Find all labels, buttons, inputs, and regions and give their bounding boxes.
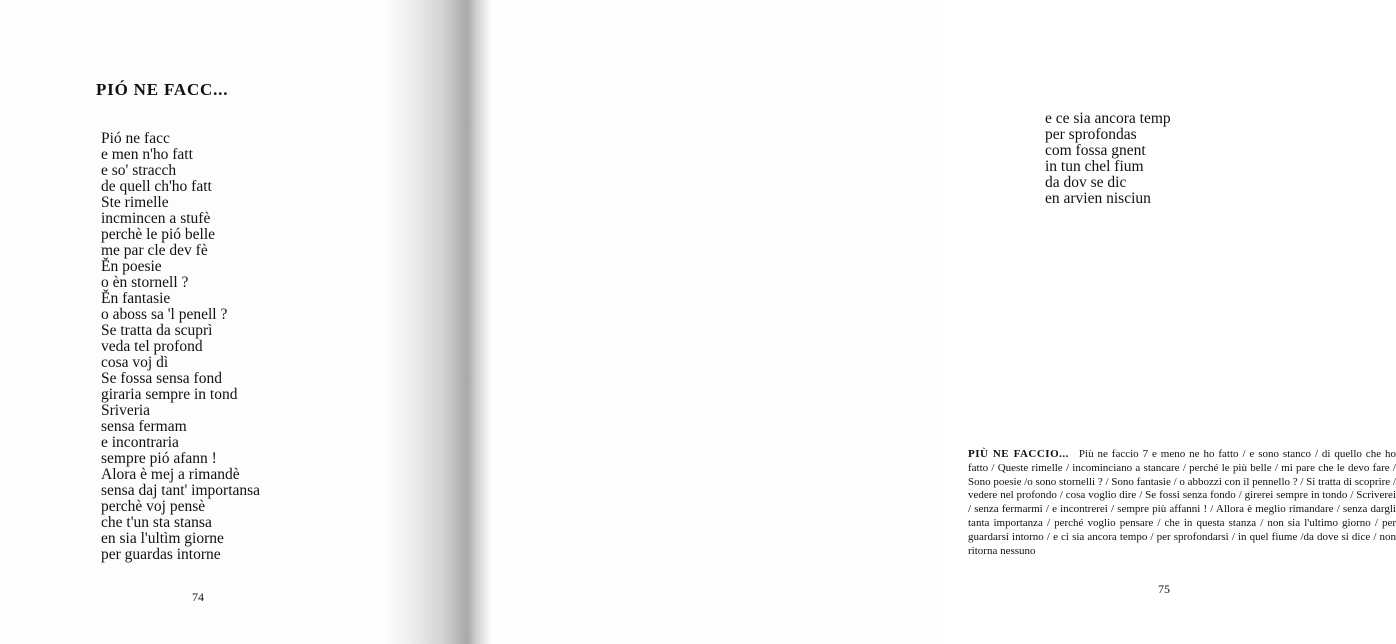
poem-line: sensa fermam <box>101 418 187 435</box>
poem-title: PIÓ NE FACC... <box>96 80 229 99</box>
poem-line: Se tratta da scuprì <box>101 322 213 339</box>
poem-line: Ěn fantasie <box>101 290 171 307</box>
poem-line: sensa daj tant' importansa <box>101 482 261 499</box>
poem-line: o èn stornell ? <box>101 274 189 291</box>
poem-left <box>101 131 260 563</box>
right-page <box>472 0 1396 644</box>
poem-line: perchè le pió belle <box>101 226 216 243</box>
poem-line: giraria sempre in tond <box>101 386 238 403</box>
poem-line: da dov se dic <box>1045 174 1127 191</box>
poem-line: Alora è mej a rimandè <box>101 466 240 483</box>
poem-line: Ste rimelle <box>101 194 169 211</box>
poem-line: che t'un sta stansa <box>101 514 212 531</box>
poem-line: e men n'ho fatt <box>101 146 193 163</box>
poem-line: veda tel profond <box>101 338 203 355</box>
poem-line: e ce sia ancora temp <box>1045 110 1171 127</box>
poem-line: per sprofondas <box>1045 126 1137 143</box>
poem-line: o aboss sa 'l penell ? <box>101 306 228 323</box>
poem-line: in tun chel fium <box>1045 158 1144 175</box>
translation-title: PIÙ NE FACCIO... <box>968 448 1069 460</box>
poem-line: Sriveria <box>101 402 151 419</box>
poem-line: cosa voj dì <box>101 354 169 371</box>
poem-line: sempre pió afann ! <box>101 450 217 467</box>
book-gutter-shadow <box>380 0 492 644</box>
poem-line: de quell ch'ho fatt <box>101 178 212 195</box>
poem-line: perchè voj pensè <box>101 498 206 515</box>
poem-line: e incontraria <box>101 434 179 451</box>
page-number-left: 74 <box>192 590 204 604</box>
poem-line: me par cle dev fè <box>101 242 208 259</box>
page-number-right: 75 <box>1158 582 1170 596</box>
poem-line: en arvien nisciun <box>1045 190 1151 207</box>
poem-line: e so' stracch <box>101 162 177 179</box>
poem-line: com fossa gnent <box>1045 142 1146 159</box>
poem-line: en sia l'ultìm giorne <box>101 530 224 547</box>
poem-line: Pió ne facc <box>101 130 170 147</box>
translation-paragraph <box>968 448 1396 558</box>
poem-line: per guardas intorne <box>101 546 221 563</box>
poem-line: incmincen a stufè <box>101 210 211 227</box>
poem-line: Se fossa sensa fond <box>101 370 222 387</box>
poem-right <box>1045 111 1171 207</box>
translation-text: Più ne faccio 7 e meno ne ho fatto / e sono stanco / di quello che ho fatto / Queste rimelle / incominciano a stancare / perché le più belle / mi pare che le devo fare / Sono poesie /o sono stornelli ? / Sono fantasie / o abbozzi con il pennello ? / Si tratta di scoprire / vedere nel profondo / cosa voglio dire / Se fossi senza fondo / girerei sempre in tondo / Scriverei / senza fermarmi / e incontrerei / sempre più affanni ! / Allora è meglio rimandare / senza dargli tanta importanza / perché voglio pensare / che in questa stanza / non sia l'ultimo giorno / per guardarsi intorno / e ci sia ancora tempo / per sprofondarsi / in quel fiume /da dove si dice / non ritorna nessuno <box>968 448 1396 557</box>
poem-line: Ěn poesie <box>101 258 162 275</box>
